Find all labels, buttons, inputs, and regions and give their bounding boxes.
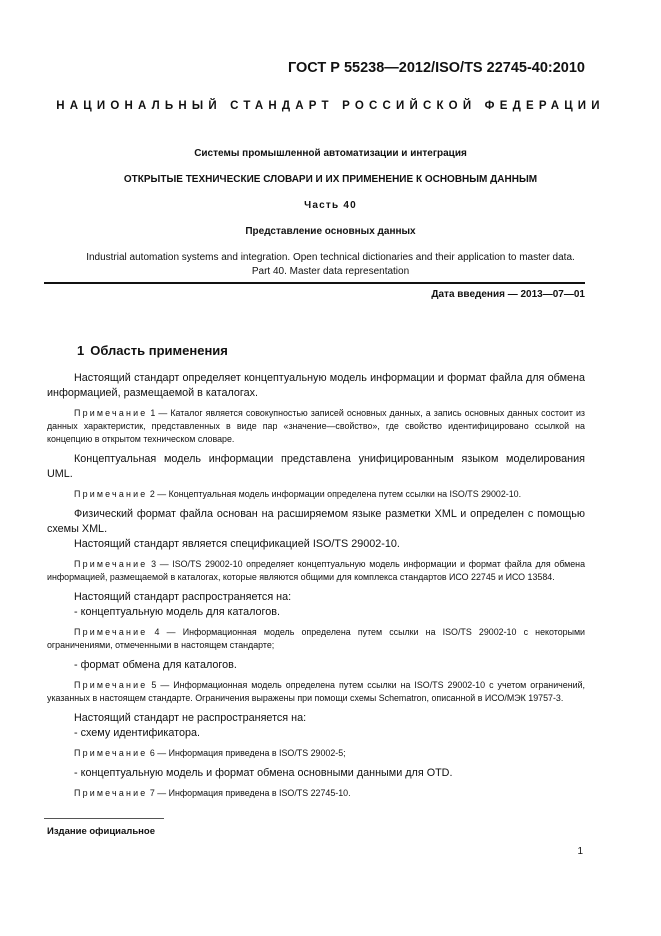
- paragraph-5: Настоящий стандарт распространяется на:: [74, 591, 292, 603]
- note-3: [47, 558, 585, 584]
- note-text: — Информационная модель определена путем ссылки на ISO/TS 29002-10 с некоторыми ограничениями, отмеченными в настоящем стандарте;: [47, 627, 586, 650]
- note-text: — Информационная модель определена путем ссылки на ISO/TS 29002-10 с учетом ограничений, указанных в настоящем стандарте. Ограничения выражены при помощи схемы Schematron, описанной в ИСО/МЭК 19757-3.: [47, 680, 586, 703]
- note-number: 5: [151, 680, 157, 690]
- note-label: Примечание: [74, 489, 148, 499]
- note-label: Примечание: [74, 680, 148, 690]
- english-title-line2: Part 40. Master data representation: [251, 266, 410, 277]
- list-item-identifier-scheme: - схему идентификатора.: [74, 727, 200, 739]
- note-4: [47, 626, 585, 652]
- note-number: 3: [151, 559, 156, 569]
- footer-divider: [44, 818, 164, 819]
- subtitle: Представление основных данных: [245, 226, 416, 237]
- section-scope: [47, 343, 585, 806]
- english-title-line1: Industrial automation systems and integration. Open technical dictionaries and their application to master data.: [86, 252, 575, 263]
- note-label: Примечание: [74, 408, 148, 418]
- note-label: Примечание: [74, 559, 148, 569]
- document-code: ГОСТ Р 55238—2012/ISO/TS 22745-40:2010: [287, 60, 585, 76]
- note-number: 1: [150, 408, 156, 418]
- paragraph-1: Настоящий стандарт определяет концептуальную модель информации и формат файла для обмена информацией, размещаемой в каталогах.: [47, 372, 585, 399]
- note-1: [47, 407, 585, 446]
- list-item-exchange-format: - формат обмена для каталогов.: [74, 659, 237, 671]
- list-item-catalog-model: - концептуальную модель для каталогов.: [74, 606, 280, 618]
- section-number: 1: [77, 343, 85, 358]
- paragraph-6: Настоящий стандарт не распространяется на:: [74, 712, 307, 724]
- note-text: — Информация приведена в ISO/TS 29002-5;: [157, 748, 346, 758]
- note-2: [47, 488, 585, 501]
- note-number: 2: [149, 489, 155, 499]
- note-number: 4: [154, 627, 160, 637]
- official-edition-label: Издание официальное: [47, 826, 155, 837]
- note-text: — Концептуальная модель информации определена путем ссылки на ISO/TS 29002-10.: [157, 489, 522, 499]
- note-text: — Каталог является совокупностью записей основных данных, а запись основных данных состоит из данных характеристик, представленных в виде пар «значение—свойство», где свойство идентифицировано ссылкой на концепцию в открытом техническом словаре.: [47, 408, 585, 444]
- paragraph-4: Настоящий стандарт является спецификацией ISO/TS 29002-10.: [74, 538, 400, 550]
- section-title: Область применения: [90, 343, 228, 358]
- note-number: 7: [149, 788, 155, 798]
- note-7: [47, 787, 585, 800]
- note-label: Примечание: [74, 788, 148, 798]
- english-title: [40, 251, 621, 279]
- page-number: 1: [577, 846, 583, 857]
- note-number: 6: [149, 748, 155, 758]
- list-item-otd-model: - концептуальную модель и формат обмена основными данными для OTD.: [74, 767, 453, 779]
- part-title: Часть 40: [304, 200, 357, 211]
- note-label: Примечание: [74, 748, 148, 758]
- main-title: ОТКРЫТЫЕ ТЕХНИЧЕСКИЕ СЛОВАРИ И ИХ ПРИМЕНЕНИЕ К ОСНОВНЫМ ДАННЫМ: [123, 174, 538, 185]
- series-title: Системы промышленной автоматизации и интеграция: [194, 148, 467, 159]
- paragraph-3: Физический формат файла основан на расширяемом языке разметки XML и определен с помощью схемы XML.: [47, 508, 585, 535]
- note-text: — Информация приведена в ISO/TS 22745-10.: [157, 788, 351, 798]
- note-label: Примечание: [74, 627, 148, 637]
- introduction-date: Дата введения — 2013—07—01: [431, 289, 585, 300]
- title-divider: [44, 282, 585, 284]
- paragraph-2: Концептуальная модель информации представлена унифицированным языком моделирования UML.: [47, 453, 585, 480]
- note-6: [47, 747, 585, 760]
- national-standard-heading: НАЦИОНАЛЬНЫЙ СТАНДАРТ РОССИЙСКОЙ ФЕДЕРАЦИИ: [56, 100, 605, 112]
- note-5: [47, 679, 585, 705]
- section-heading: [77, 343, 585, 358]
- note-text: — ISO/TS 29002-10 определяет концептуальную модель информации и формат файла для обмена информацией, размещаемой в каталогах, которые являются общими для комплекса стандартов ИСО 22745 и ИСО 13584.: [47, 559, 586, 582]
